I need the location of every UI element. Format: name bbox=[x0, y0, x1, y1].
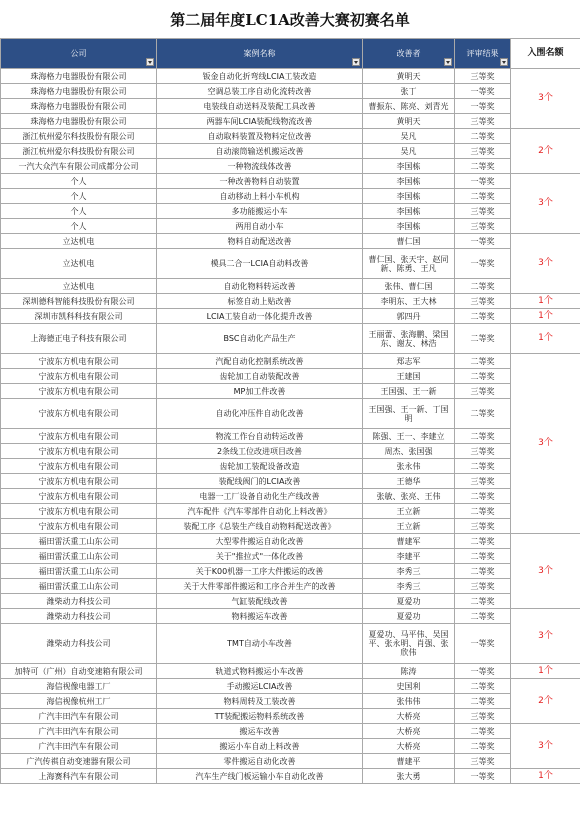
table-row bbox=[1, 564, 580, 579]
cell-quota[interactable]: 3个 bbox=[511, 69, 580, 129]
table-row bbox=[1, 549, 580, 564]
cell-case[interactable]: 装配线阀门的LCIA改善 bbox=[157, 474, 363, 489]
cell-company[interactable]: 宁波东方机电有限公司 bbox=[1, 354, 157, 369]
cell-quota[interactable]: 2个 bbox=[511, 679, 580, 724]
table-row bbox=[1, 739, 580, 754]
table-header-row bbox=[1, 39, 580, 69]
cell-author[interactable]: 夏爱功 bbox=[363, 609, 455, 624]
cell-case[interactable]: 多功能搬运小车 bbox=[157, 204, 363, 219]
column-header-case[interactable] bbox=[157, 39, 363, 69]
cell-company[interactable]: 珠海格力电器股份有限公司 bbox=[1, 114, 157, 129]
cell-award[interactable]: 三等奖 bbox=[455, 444, 511, 459]
cell-award[interactable]: 二等奖 bbox=[455, 609, 511, 624]
table-row bbox=[1, 189, 580, 204]
table-row bbox=[1, 159, 580, 174]
cell-award[interactable]: 二等奖 bbox=[455, 534, 511, 549]
cell-author[interactable]: 陈强、王一、李建立 bbox=[363, 429, 455, 444]
cell-quota[interactable]: 1个 bbox=[511, 664, 580, 679]
cell-company[interactable]: 宁波东方机电有限公司 bbox=[1, 489, 157, 504]
table-row bbox=[1, 369, 580, 384]
cell-award[interactable]: 二等奖 bbox=[455, 594, 511, 609]
filter-dropdown-icon[interactable] bbox=[444, 58, 452, 66]
cell-company[interactable]: 个人 bbox=[1, 189, 157, 204]
cell-company[interactable]: 宁波东方机电有限公司 bbox=[1, 459, 157, 474]
cell-award[interactable]: 二等奖 bbox=[455, 369, 511, 384]
cell-author[interactable]: 李秀三 bbox=[363, 564, 455, 579]
cell-company[interactable]: 广汽传祺自动变速器有限公司 bbox=[1, 754, 157, 769]
filter-dropdown-icon[interactable] bbox=[352, 58, 360, 66]
cell-case[interactable]: 两器车间LCIA装配线物流改善 bbox=[157, 114, 363, 129]
cell-company[interactable]: 宁波东方机电有限公司 bbox=[1, 474, 157, 489]
cell-case[interactable]: 轨道式物料搬运小车改善 bbox=[157, 664, 363, 679]
cell-company[interactable]: 宁波东方机电有限公司 bbox=[1, 504, 157, 519]
cell-author[interactable]: 张敏、张亮、王伟 bbox=[363, 489, 455, 504]
cell-author[interactable]: 陈涛 bbox=[363, 664, 455, 679]
cell-quota[interactable]: 2个 bbox=[511, 129, 580, 174]
cell-award[interactable]: 三等奖 bbox=[455, 754, 511, 769]
cell-author[interactable]: 大桥亮 bbox=[363, 739, 455, 754]
cell-author[interactable]: 曹振东、陈亮、刘青光 bbox=[363, 99, 455, 114]
cell-company[interactable]: 珠海格力电器股份有限公司 bbox=[1, 99, 157, 114]
cell-case[interactable]: BSC自动化产品生产 bbox=[157, 324, 363, 354]
cell-award[interactable]: 三等奖 bbox=[455, 384, 511, 399]
cell-company[interactable]: 广汽丰田汽车有限公司 bbox=[1, 724, 157, 739]
column-header-quota-label: 入围名额 bbox=[527, 48, 564, 58]
table-row bbox=[1, 474, 580, 489]
table-row bbox=[1, 609, 580, 624]
table-row bbox=[1, 429, 580, 444]
cell-author[interactable]: 李国栋 bbox=[363, 204, 455, 219]
cell-case[interactable]: TMT自动小车改善 bbox=[157, 624, 363, 664]
cell-author[interactable]: 曹建军 bbox=[363, 534, 455, 549]
column-header-award[interactable] bbox=[455, 39, 511, 69]
cell-company[interactable]: 福田雷沃重工山东公司 bbox=[1, 534, 157, 549]
table-row bbox=[1, 534, 580, 549]
table-row bbox=[1, 664, 580, 679]
cell-case[interactable]: 自动化冲压件自动化改善 bbox=[157, 399, 363, 429]
cell-award[interactable]: 一等奖 bbox=[455, 769, 511, 784]
cell-quota[interactable]: 3个 bbox=[511, 534, 580, 609]
cell-award[interactable]: 二等奖 bbox=[455, 159, 511, 174]
cell-award[interactable]: 一等奖 bbox=[455, 664, 511, 679]
column-header-company-label: 公司 bbox=[70, 49, 87, 58]
cell-author[interactable]: 周杰、张国强 bbox=[363, 444, 455, 459]
cell-award[interactable]: 二等奖 bbox=[455, 309, 511, 324]
cell-case[interactable]: 齿轮加工装配设备改造 bbox=[157, 459, 363, 474]
cell-case[interactable]: 物料周转及工装改善 bbox=[157, 694, 363, 709]
cell-quota[interactable]: 1个 bbox=[511, 309, 580, 324]
cell-case[interactable]: 汽配自动化控制系统改善 bbox=[157, 354, 363, 369]
cell-award[interactable]: 二等奖 bbox=[455, 459, 511, 474]
filter-dropdown-icon[interactable] bbox=[500, 58, 508, 66]
cell-award[interactable]: 一等奖 bbox=[455, 234, 511, 249]
cell-quota[interactable]: 3个 bbox=[511, 724, 580, 769]
cell-company[interactable]: 福田雷沃重工山东公司 bbox=[1, 564, 157, 579]
cell-company[interactable]: 广汽丰田汽车有限公司 bbox=[1, 739, 157, 754]
cell-quota[interactable]: 1个 bbox=[511, 324, 580, 354]
table-row bbox=[1, 144, 580, 159]
cell-case[interactable]: 一种物流线体改善 bbox=[157, 159, 363, 174]
cell-case[interactable]: 气缸装配线改善 bbox=[157, 594, 363, 609]
cell-case[interactable]: 一种改善物料自动装置 bbox=[157, 174, 363, 189]
cell-case[interactable]: TT装配搬运物料系统改善 bbox=[157, 709, 363, 724]
cell-case[interactable]: 自动移动上料小车机构 bbox=[157, 189, 363, 204]
cell-author[interactable]: 吴凡 bbox=[363, 129, 455, 144]
table-row bbox=[1, 754, 580, 769]
cell-company[interactable]: 珠海格力电器股份有限公司 bbox=[1, 84, 157, 99]
column-header-author[interactable] bbox=[363, 39, 455, 69]
cell-author[interactable]: 郑志军 bbox=[363, 354, 455, 369]
cell-case[interactable]: 汽车配件《汽车零部件自动化上料改善》 bbox=[157, 504, 363, 519]
cell-quota[interactable]: 3个 bbox=[511, 234, 580, 294]
table-row bbox=[1, 709, 580, 724]
cell-award[interactable]: 一等奖 bbox=[455, 624, 511, 664]
cell-award[interactable]: 三等奖 bbox=[455, 294, 511, 309]
cell-case[interactable]: 关于大件零部件搬运和工序合并生产的改善 bbox=[157, 579, 363, 594]
cell-award[interactable]: 二等奖 bbox=[455, 189, 511, 204]
cell-author[interactable]: 史国利 bbox=[363, 679, 455, 694]
cell-case[interactable]: 手动搬运LCIA改善 bbox=[157, 679, 363, 694]
cell-award[interactable]: 二等奖 bbox=[455, 549, 511, 564]
cell-award[interactable]: 二等奖 bbox=[455, 429, 511, 444]
cell-company[interactable]: 浙江杭州爱尔科技股份有限公司 bbox=[1, 144, 157, 159]
cell-award[interactable]: 二等奖 bbox=[455, 399, 511, 429]
cell-award[interactable]: 二等奖 bbox=[455, 324, 511, 354]
results-table bbox=[0, 38, 580, 784]
table-row bbox=[1, 459, 580, 474]
cell-company[interactable]: 个人 bbox=[1, 174, 157, 189]
cell-author[interactable]: 吴凡 bbox=[363, 144, 455, 159]
cell-author[interactable]: 夏爱功 bbox=[363, 594, 455, 609]
cell-case[interactable]: 物料搬运车改善 bbox=[157, 609, 363, 624]
cell-author[interactable]: 李建平 bbox=[363, 549, 455, 564]
cell-company[interactable]: 潍柴动力科技公司 bbox=[1, 624, 157, 664]
page-title: 第二届年度LC1A改善大赛初赛名单 bbox=[170, 10, 410, 29]
table-row bbox=[1, 724, 580, 739]
cell-case[interactable]: 自动滚筒输送机搬运改善 bbox=[157, 144, 363, 159]
cell-case[interactable]: 搬运车改善 bbox=[157, 724, 363, 739]
table-row bbox=[1, 354, 580, 369]
cell-case[interactable]: 关于"推拉式"一体化改善 bbox=[157, 549, 363, 564]
cell-award[interactable]: 三等奖 bbox=[455, 114, 511, 129]
table-row bbox=[1, 504, 580, 519]
cell-author[interactable]: 张伟、曹仁国 bbox=[363, 279, 455, 294]
cell-award[interactable]: 二等奖 bbox=[455, 279, 511, 294]
table-row bbox=[1, 204, 580, 219]
cell-company[interactable]: 宁波东方机电有限公司 bbox=[1, 399, 157, 429]
cell-quota[interactable]: 3个 bbox=[511, 609, 580, 664]
cell-company[interactable]: 宁波东方机电有限公司 bbox=[1, 384, 157, 399]
cell-award[interactable]: 一等奖 bbox=[455, 84, 511, 99]
cell-author[interactable]: 李国栋 bbox=[363, 219, 455, 234]
cell-case[interactable]: 电装线自动送料及装配工具改善 bbox=[157, 99, 363, 114]
cell-case[interactable]: 装配工序《总装生产线自动物料配送改善》 bbox=[157, 519, 363, 534]
cell-case[interactable]: 自动取料装置及物料定位改善 bbox=[157, 129, 363, 144]
cell-award[interactable]: 三等奖 bbox=[455, 219, 511, 234]
cell-author[interactable]: 王国强、王一新、丁国明 bbox=[363, 399, 455, 429]
cell-author[interactable]: 王丽蕾、张海鹏、梁国东、谢友、林浩 bbox=[363, 324, 455, 354]
cell-award[interactable]: 三等奖 bbox=[455, 204, 511, 219]
table-row bbox=[1, 594, 580, 609]
cell-author[interactable]: 张永伟 bbox=[363, 459, 455, 474]
table-row bbox=[1, 279, 580, 294]
cell-award[interactable]: 二等奖 bbox=[455, 739, 511, 754]
cell-award[interactable]: 三等奖 bbox=[455, 69, 511, 84]
table-row bbox=[1, 519, 580, 534]
cell-award[interactable]: 二等奖 bbox=[455, 129, 511, 144]
cell-company[interactable]: 海信视像电器工厂 bbox=[1, 679, 157, 694]
cell-case[interactable]: 标签自动上贴改善 bbox=[157, 294, 363, 309]
cell-author[interactable]: 曹仁国 bbox=[363, 234, 455, 249]
cell-author[interactable]: 李明东、王大林 bbox=[363, 294, 455, 309]
cell-case[interactable]: LCIA工装自动一体化提升改善 bbox=[157, 309, 363, 324]
table-row bbox=[1, 294, 580, 309]
cell-award[interactable]: 二等奖 bbox=[455, 564, 511, 579]
table-row bbox=[1, 679, 580, 694]
table-row bbox=[1, 324, 580, 354]
cell-company[interactable]: 深圳德科智能科技股份有限公司 bbox=[1, 294, 157, 309]
cell-author[interactable]: 王国强、王一新 bbox=[363, 384, 455, 399]
table-body bbox=[1, 69, 580, 784]
cell-award[interactable]: 三等奖 bbox=[455, 579, 511, 594]
column-header-author-label: 改善者 bbox=[396, 49, 421, 58]
table-row bbox=[1, 174, 580, 189]
cell-company[interactable]: 加特可（广州）自动变速箱有限公司 bbox=[1, 664, 157, 679]
column-header-company[interactable] bbox=[1, 39, 157, 69]
cell-case[interactable]: 两用自动小车 bbox=[157, 219, 363, 234]
table-row bbox=[1, 129, 580, 144]
cell-author[interactable]: 王德华 bbox=[363, 474, 455, 489]
cell-company[interactable]: 海信视像杭州工厂 bbox=[1, 694, 157, 709]
cell-author[interactable]: 曹建平 bbox=[363, 754, 455, 769]
cell-award[interactable]: 三等奖 bbox=[455, 144, 511, 159]
cell-company[interactable]: 个人 bbox=[1, 204, 157, 219]
cell-company[interactable]: 一汽大众汽车有限公司成都分公司 bbox=[1, 159, 157, 174]
table-row bbox=[1, 99, 580, 114]
cell-author[interactable]: 李秀三 bbox=[363, 579, 455, 594]
cell-case[interactable]: 2条线工位改进项目改善 bbox=[157, 444, 363, 459]
table-row bbox=[1, 114, 580, 129]
table-row bbox=[1, 579, 580, 594]
table-row bbox=[1, 69, 580, 84]
cell-author[interactable]: 王建国 bbox=[363, 369, 455, 384]
cell-case[interactable]: MP加工件改善 bbox=[157, 384, 363, 399]
cell-company[interactable]: 个人 bbox=[1, 219, 157, 234]
cell-author[interactable]: 黄明天 bbox=[363, 114, 455, 129]
cell-case[interactable]: 钣金自动化折弯线LCIA工装改造 bbox=[157, 69, 363, 84]
cell-case[interactable]: 物流工作台自动转运改善 bbox=[157, 429, 363, 444]
cell-award[interactable]: 三等奖 bbox=[455, 709, 511, 724]
table-row bbox=[1, 694, 580, 709]
cell-company[interactable]: 深圳市凯科科技有限公司 bbox=[1, 309, 157, 324]
cell-award[interactable]: 二等奖 bbox=[455, 489, 511, 504]
cell-company[interactable]: 立达机电 bbox=[1, 234, 157, 249]
cell-company[interactable]: 立达机电 bbox=[1, 279, 157, 294]
cell-case[interactable]: 电器一工厂设备自动化生产线改善 bbox=[157, 489, 363, 504]
cell-company[interactable]: 上海德正电子科技有限公司 bbox=[1, 324, 157, 354]
cell-award[interactable]: 一等奖 bbox=[455, 174, 511, 189]
cell-author[interactable]: 夏爱功、马平伟、吴国平、张永明、肖强、张欣伟 bbox=[363, 624, 455, 664]
cell-author[interactable]: 大桥亮 bbox=[363, 709, 455, 724]
cell-company[interactable]: 宁波东方机电有限公司 bbox=[1, 429, 157, 444]
table-row bbox=[1, 384, 580, 399]
table-row bbox=[1, 219, 580, 234]
cell-company[interactable]: 宁波东方机电有限公司 bbox=[1, 444, 157, 459]
cell-company[interactable]: 浙江杭州爱尔科技股份有限公司 bbox=[1, 129, 157, 144]
filter-dropdown-icon[interactable] bbox=[146, 58, 154, 66]
cell-company[interactable]: 宁波东方机电有限公司 bbox=[1, 369, 157, 384]
cell-case[interactable]: 搬运小车自动上料改善 bbox=[157, 739, 363, 754]
cell-case[interactable]: 汽车生产线门板运输小车自动化改善 bbox=[157, 769, 363, 784]
cell-author[interactable]: 张大勇 bbox=[363, 769, 455, 784]
cell-company[interactable]: 上海赛科汽车有限公司 bbox=[1, 769, 157, 784]
cell-quota[interactable]: 1个 bbox=[511, 769, 580, 784]
cell-company[interactable]: 立达机电 bbox=[1, 249, 157, 279]
cell-company[interactable]: 潍柴动力科技公司 bbox=[1, 594, 157, 609]
cell-company[interactable]: 宁波东方机电有限公司 bbox=[1, 519, 157, 534]
cell-case[interactable]: 关于K00机器一工序大件搬运的改善 bbox=[157, 564, 363, 579]
cell-case[interactable]: 零件搬运自动化改善 bbox=[157, 754, 363, 769]
cell-case[interactable]: 空调总装工序自动化流转改善 bbox=[157, 84, 363, 99]
cell-author[interactable]: 王立新 bbox=[363, 504, 455, 519]
cell-award[interactable]: 二等奖 bbox=[455, 504, 511, 519]
cell-award[interactable]: 二等奖 bbox=[455, 694, 511, 709]
table-row bbox=[1, 769, 580, 784]
cell-author[interactable]: 大桥亮 bbox=[363, 724, 455, 739]
cell-award[interactable]: 二等奖 bbox=[455, 679, 511, 694]
cell-company[interactable]: 珠海格力电器股份有限公司 bbox=[1, 69, 157, 84]
cell-author[interactable]: 张伟伟 bbox=[363, 694, 455, 709]
table-row bbox=[1, 234, 580, 249]
cell-company[interactable]: 潍柴动力科技公司 bbox=[1, 609, 157, 624]
table-row bbox=[1, 84, 580, 99]
cell-award[interactable]: 三等奖 bbox=[455, 519, 511, 534]
cell-quota[interactable]: 1个 bbox=[511, 294, 580, 309]
cell-company[interactable]: 广汽丰田汽车有限公司 bbox=[1, 709, 157, 724]
cell-award[interactable]: 二等奖 bbox=[455, 354, 511, 369]
cell-award[interactable]: 二等奖 bbox=[455, 724, 511, 739]
table-row bbox=[1, 624, 580, 664]
cell-case[interactable]: 齿轮加工自动装配改善 bbox=[157, 369, 363, 384]
cell-case[interactable]: 物料自动配送改善 bbox=[157, 234, 363, 249]
cell-company[interactable]: 福田雷沃重工山东公司 bbox=[1, 549, 157, 564]
cell-quota[interactable]: 3个 bbox=[511, 354, 580, 534]
cell-award[interactable]: 三等奖 bbox=[455, 474, 511, 489]
cell-author[interactable]: 郭四丹 bbox=[363, 309, 455, 324]
cell-author[interactable]: 黄明天 bbox=[363, 69, 455, 84]
cell-award[interactable]: 一等奖 bbox=[455, 249, 511, 279]
cell-case[interactable]: 大型零件搬运自动化改善 bbox=[157, 534, 363, 549]
column-header-award-label: 评审结果 bbox=[466, 49, 499, 58]
table-row bbox=[1, 309, 580, 324]
cell-author[interactable]: 张丁 bbox=[363, 84, 455, 99]
table-row bbox=[1, 399, 580, 429]
cell-author[interactable]: 李国栋 bbox=[363, 189, 455, 204]
column-header-quota bbox=[511, 39, 580, 69]
cell-author[interactable]: 曹仁国、张天宇、赵同新、陈勇、王凡 bbox=[363, 249, 455, 279]
cell-author[interactable]: 李国栋 bbox=[363, 174, 455, 189]
cell-case[interactable]: 自动化物料转运改善 bbox=[157, 279, 363, 294]
cell-author[interactable]: 王立新 bbox=[363, 519, 455, 534]
cell-company[interactable]: 福田雷沃重工山东公司 bbox=[1, 579, 157, 594]
table-row bbox=[1, 249, 580, 279]
cell-author[interactable]: 李国栋 bbox=[363, 159, 455, 174]
cell-award[interactable]: 一等奖 bbox=[455, 99, 511, 114]
cell-quota[interactable]: 3个 bbox=[511, 174, 580, 234]
table-row bbox=[1, 444, 580, 459]
column-header-case-label: 案例名称 bbox=[243, 49, 276, 58]
cell-case[interactable]: 模具二合一LCIA自动料改善 bbox=[157, 249, 363, 279]
table-row bbox=[1, 489, 580, 504]
